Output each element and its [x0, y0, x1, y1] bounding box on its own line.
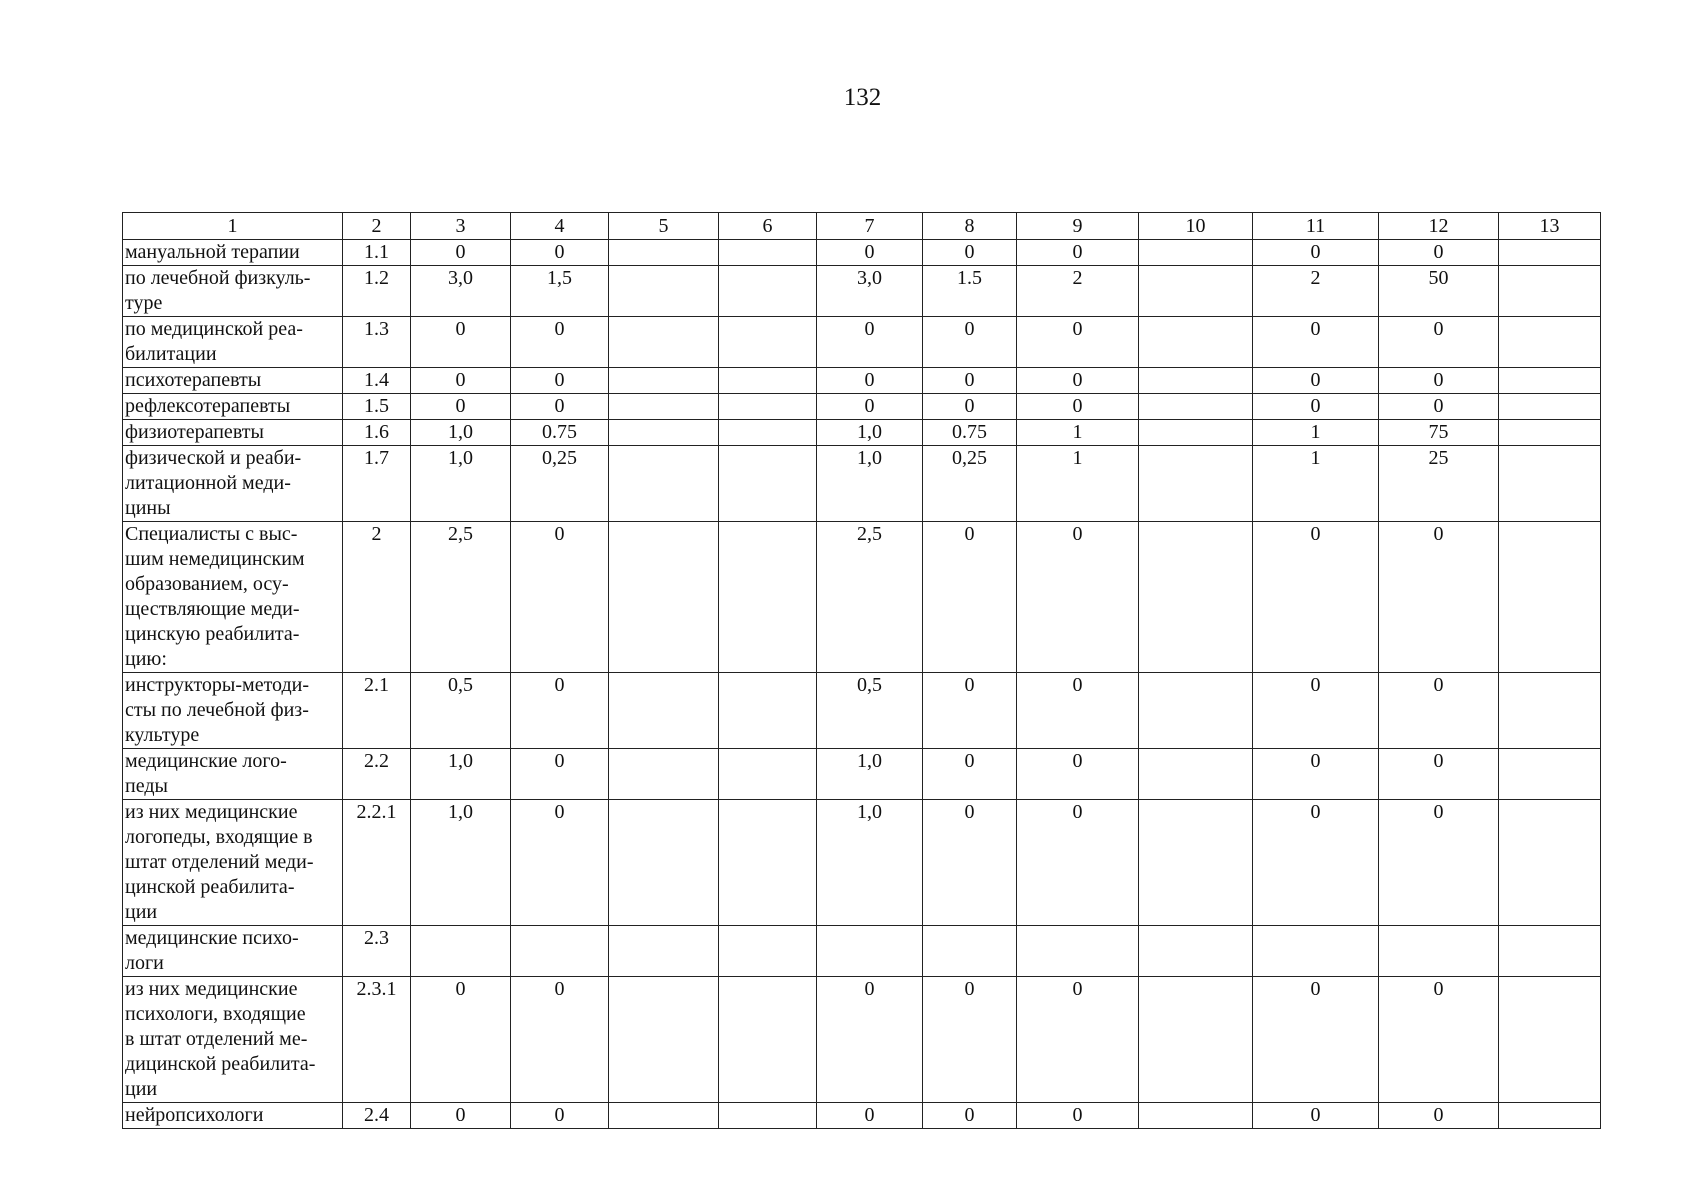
row-label: по медицинской реа- билитации — [123, 317, 343, 368]
table-cell — [609, 317, 719, 368]
row-number-cell: 1.4 — [343, 368, 411, 394]
header-cell-col-8: 8 — [923, 213, 1017, 240]
table-cell — [1499, 317, 1601, 368]
row-number-cell: 1.1 — [343, 240, 411, 266]
table-cell: 0 — [923, 317, 1017, 368]
table-cell: 0 — [1253, 368, 1379, 394]
table-cell — [1499, 266, 1601, 317]
table-cell: 0 — [1379, 673, 1499, 749]
table-cell — [1499, 240, 1601, 266]
table-cell: 0 — [923, 800, 1017, 926]
table-cell — [719, 522, 817, 673]
row-number-cell: 1.3 — [343, 317, 411, 368]
table-cell: 3,0 — [411, 266, 511, 317]
table-cell: 1.5 — [923, 266, 1017, 317]
table-cell — [1139, 420, 1253, 446]
table-cell: 0 — [1253, 394, 1379, 420]
table-row — [123, 317, 1601, 368]
table-cell — [1499, 749, 1601, 800]
table-cell — [609, 1103, 719, 1129]
table-cell: 0 — [817, 394, 923, 420]
table-cell — [1139, 522, 1253, 673]
table-cell: 0 — [511, 522, 609, 673]
table-cell: 1,0 — [817, 446, 923, 522]
table-cell — [411, 926, 511, 977]
table-cell — [719, 673, 817, 749]
table-cell — [719, 368, 817, 394]
table-cell — [719, 266, 817, 317]
table-cell: 0 — [1017, 317, 1139, 368]
table-cell: 0 — [1253, 522, 1379, 673]
row-label: медицинские лого- педы — [123, 749, 343, 800]
table-cell — [1499, 368, 1601, 394]
table-cell — [609, 446, 719, 522]
table-cell: 0 — [817, 240, 923, 266]
table-cell — [719, 420, 817, 446]
table-cell: 0 — [1017, 240, 1139, 266]
table-cell: 1,0 — [817, 420, 923, 446]
table-cell: 0 — [923, 1103, 1017, 1129]
table-cell: 1 — [1017, 420, 1139, 446]
table-cell: 0 — [1017, 800, 1139, 926]
table-cell — [719, 977, 817, 1103]
table-cell — [1499, 394, 1601, 420]
header-row — [123, 213, 1601, 240]
table-cell — [1499, 673, 1601, 749]
table-cell: 1 — [1253, 446, 1379, 522]
table-cell: 0 — [1253, 317, 1379, 368]
table-cell — [719, 926, 817, 977]
table-cell — [719, 446, 817, 522]
table-cell: 0 — [411, 317, 511, 368]
row-number-cell: 2.2.1 — [343, 800, 411, 926]
table-cell — [609, 368, 719, 394]
table-cell: 1,0 — [817, 749, 923, 800]
row-number-cell: 2 — [343, 522, 411, 673]
row-label: Специалисты с выс- шим немедицинским образованием, осу- ществляющие меди- цинскую реабилита- цию: — [123, 522, 343, 673]
table-cell — [1499, 1103, 1601, 1129]
row-number-cell: 1.7 — [343, 446, 411, 522]
row-number-cell: 2.2 — [343, 749, 411, 800]
table-cell — [609, 977, 719, 1103]
table-cell: 0 — [1253, 240, 1379, 266]
table-cell — [1139, 800, 1253, 926]
table-row — [123, 240, 1601, 266]
table-cell — [609, 673, 719, 749]
table-header — [123, 213, 1601, 240]
table-cell — [609, 240, 719, 266]
table-cell: 0 — [1253, 800, 1379, 926]
table-cell: 0 — [511, 749, 609, 800]
table-cell: 0 — [1253, 1103, 1379, 1129]
table-cell: 2,5 — [817, 522, 923, 673]
table-cell: 0 — [1379, 522, 1499, 673]
table-cell: 0 — [411, 394, 511, 420]
table-cell: 0 — [511, 800, 609, 926]
table-cell: 1,0 — [411, 749, 511, 800]
table-cell — [719, 800, 817, 926]
table-cell: 0 — [411, 1103, 511, 1129]
table-cell: 75 — [1379, 420, 1499, 446]
table-cell — [1139, 749, 1253, 800]
table-cell: 0 — [511, 673, 609, 749]
row-number-cell: 1.2 — [343, 266, 411, 317]
table-cell: 0 — [1017, 522, 1139, 673]
table-cell: 25 — [1379, 446, 1499, 522]
table-cell — [1499, 522, 1601, 673]
header-cell-col-12: 12 — [1379, 213, 1499, 240]
row-label: рефлексотерапевты — [123, 394, 343, 420]
row-label: из них медицинские психологи, входящие в штат отделений ме- дицинской реабилита- ции — [123, 977, 343, 1103]
table-cell: 0 — [817, 317, 923, 368]
table-cell: 0,25 — [923, 446, 1017, 522]
table-row — [123, 749, 1601, 800]
table-cell: 0 — [1253, 977, 1379, 1103]
table-cell: 0 — [923, 673, 1017, 749]
table-cell: 0 — [1017, 1103, 1139, 1129]
table-cell: 1,0 — [411, 800, 511, 926]
table-cell: 1,5 — [511, 266, 609, 317]
table-cell — [1253, 926, 1379, 977]
table-cell: 0 — [1379, 317, 1499, 368]
row-number-cell: 2.3 — [343, 926, 411, 977]
table-cell: 0 — [817, 368, 923, 394]
table-cell — [1017, 926, 1139, 977]
table-cell — [1139, 368, 1253, 394]
table-cell — [609, 926, 719, 977]
table-cell: 1,0 — [411, 420, 511, 446]
table-cell: 0 — [411, 240, 511, 266]
table-cell: 0 — [1017, 394, 1139, 420]
table-cell: 0 — [923, 522, 1017, 673]
table-row — [123, 926, 1601, 977]
table-row — [123, 1103, 1601, 1129]
table-cell — [609, 420, 719, 446]
table-body — [123, 240, 1601, 1129]
header-cell-col-4: 4 — [511, 213, 609, 240]
table-cell — [1139, 1103, 1253, 1129]
table-cell: 0 — [1017, 673, 1139, 749]
table-cell: 0 — [411, 368, 511, 394]
row-label: физиотерапевты — [123, 420, 343, 446]
table-cell — [719, 394, 817, 420]
table-row — [123, 266, 1601, 317]
table-cell — [1139, 394, 1253, 420]
table-row — [123, 420, 1601, 446]
table-cell: 0 — [1379, 394, 1499, 420]
table-cell — [1139, 926, 1253, 977]
table-row — [123, 673, 1601, 749]
header-cell-col-11: 11 — [1253, 213, 1379, 240]
table-cell: 0 — [1379, 749, 1499, 800]
row-number-cell: 1.5 — [343, 394, 411, 420]
table-cell — [817, 926, 923, 977]
table-cell: 0 — [1253, 749, 1379, 800]
header-cell-col-1: 1 — [123, 213, 343, 240]
table-cell — [1139, 977, 1253, 1103]
table-cell: 0 — [411, 977, 511, 1103]
row-label: из них медицинские логопеды, входящие в штат отделений меди- цинской реабилита- ции — [123, 800, 343, 926]
table-row — [123, 368, 1601, 394]
table-cell: 0 — [1379, 977, 1499, 1103]
header-cell-col-6: 6 — [719, 213, 817, 240]
table-cell — [609, 522, 719, 673]
table-cell: 0 — [817, 1103, 923, 1129]
table-row — [123, 977, 1601, 1103]
table-cell — [609, 749, 719, 800]
row-number-cell: 2.3.1 — [343, 977, 411, 1103]
table-cell — [719, 240, 817, 266]
table-cell: 0 — [1379, 368, 1499, 394]
table-cell: 0 — [923, 394, 1017, 420]
table-cell — [1499, 420, 1601, 446]
table-cell: 0 — [511, 394, 609, 420]
table-cell: 0,25 — [511, 446, 609, 522]
table-cell — [1379, 926, 1499, 977]
table-cell — [1499, 446, 1601, 522]
table-cell: 0 — [923, 749, 1017, 800]
table-cell — [609, 800, 719, 926]
table-cell — [719, 749, 817, 800]
header-cell-col-9: 9 — [1017, 213, 1139, 240]
row-label: нейропсихологи — [123, 1103, 343, 1129]
table-cell: 0 — [511, 368, 609, 394]
table-cell: 0 — [1379, 800, 1499, 926]
table-cell — [1139, 240, 1253, 266]
table-cell: 0 — [1017, 977, 1139, 1103]
row-label: физической и реаби- литационной меди- цины — [123, 446, 343, 522]
table-cell — [609, 394, 719, 420]
table-cell: 0 — [511, 317, 609, 368]
header-cell-col-7: 7 — [817, 213, 923, 240]
table-cell: 2 — [1017, 266, 1139, 317]
table-cell: 0 — [511, 1103, 609, 1129]
page-number: 132 — [843, 84, 882, 111]
table-row — [123, 446, 1601, 522]
header-cell-col-5: 5 — [609, 213, 719, 240]
table-cell — [1139, 266, 1253, 317]
table-cell: 2,5 — [411, 522, 511, 673]
header-cell-col-10: 10 — [1139, 213, 1253, 240]
table-cell: 0 — [1017, 749, 1139, 800]
table-cell: 0 — [923, 368, 1017, 394]
table-cell — [719, 1103, 817, 1129]
table-cell: 1 — [1017, 446, 1139, 522]
table-cell: 0 — [923, 240, 1017, 266]
table-cell: 0 — [1379, 1103, 1499, 1129]
table-cell: 0.75 — [923, 420, 1017, 446]
table-cell: 3,0 — [817, 266, 923, 317]
header-cell-col-3: 3 — [411, 213, 511, 240]
row-label: инструкторы-методи- сты по лечебной физ- культуре — [123, 673, 343, 749]
table-row — [123, 800, 1601, 926]
table-row — [123, 522, 1601, 673]
table-cell: 0 — [511, 240, 609, 266]
table-cell: 0.75 — [511, 420, 609, 446]
header-cell-col-13: 13 — [1499, 213, 1601, 240]
table-cell — [1139, 446, 1253, 522]
table-row — [123, 394, 1601, 420]
row-number-cell: 2.4 — [343, 1103, 411, 1129]
table-cell: 0 — [817, 977, 923, 1103]
table-cell — [719, 317, 817, 368]
table-cell: 0 — [923, 977, 1017, 1103]
table-cell — [609, 266, 719, 317]
table-cell: 50 — [1379, 266, 1499, 317]
table-cell: 0,5 — [817, 673, 923, 749]
table-cell: 0 — [1253, 673, 1379, 749]
table-cell — [1139, 673, 1253, 749]
table-cell: 1 — [1253, 420, 1379, 446]
table-cell: 1,0 — [411, 446, 511, 522]
table-cell — [1499, 800, 1601, 926]
table-cell — [511, 926, 609, 977]
table-cell: 0 — [1379, 240, 1499, 266]
row-label: медицинские психо- логи — [123, 926, 343, 977]
table-cell: 0,5 — [411, 673, 511, 749]
row-number-cell: 2.1 — [343, 673, 411, 749]
table-cell — [923, 926, 1017, 977]
table-cell — [1499, 977, 1601, 1103]
table-cell: 1,0 — [817, 800, 923, 926]
row-label: мануальной терапии — [123, 240, 343, 266]
staffing-table — [122, 212, 1601, 1129]
table-cell: 0 — [511, 977, 609, 1103]
header-cell-col-2: 2 — [343, 213, 411, 240]
table-cell: 0 — [1017, 368, 1139, 394]
row-label: психотерапевты — [123, 368, 343, 394]
row-label: по лечебной физкуль- туре — [123, 266, 343, 317]
table-cell — [1139, 317, 1253, 368]
row-number-cell: 1.6 — [343, 420, 411, 446]
table-cell — [1499, 926, 1601, 977]
table-cell: 2 — [1253, 266, 1379, 317]
